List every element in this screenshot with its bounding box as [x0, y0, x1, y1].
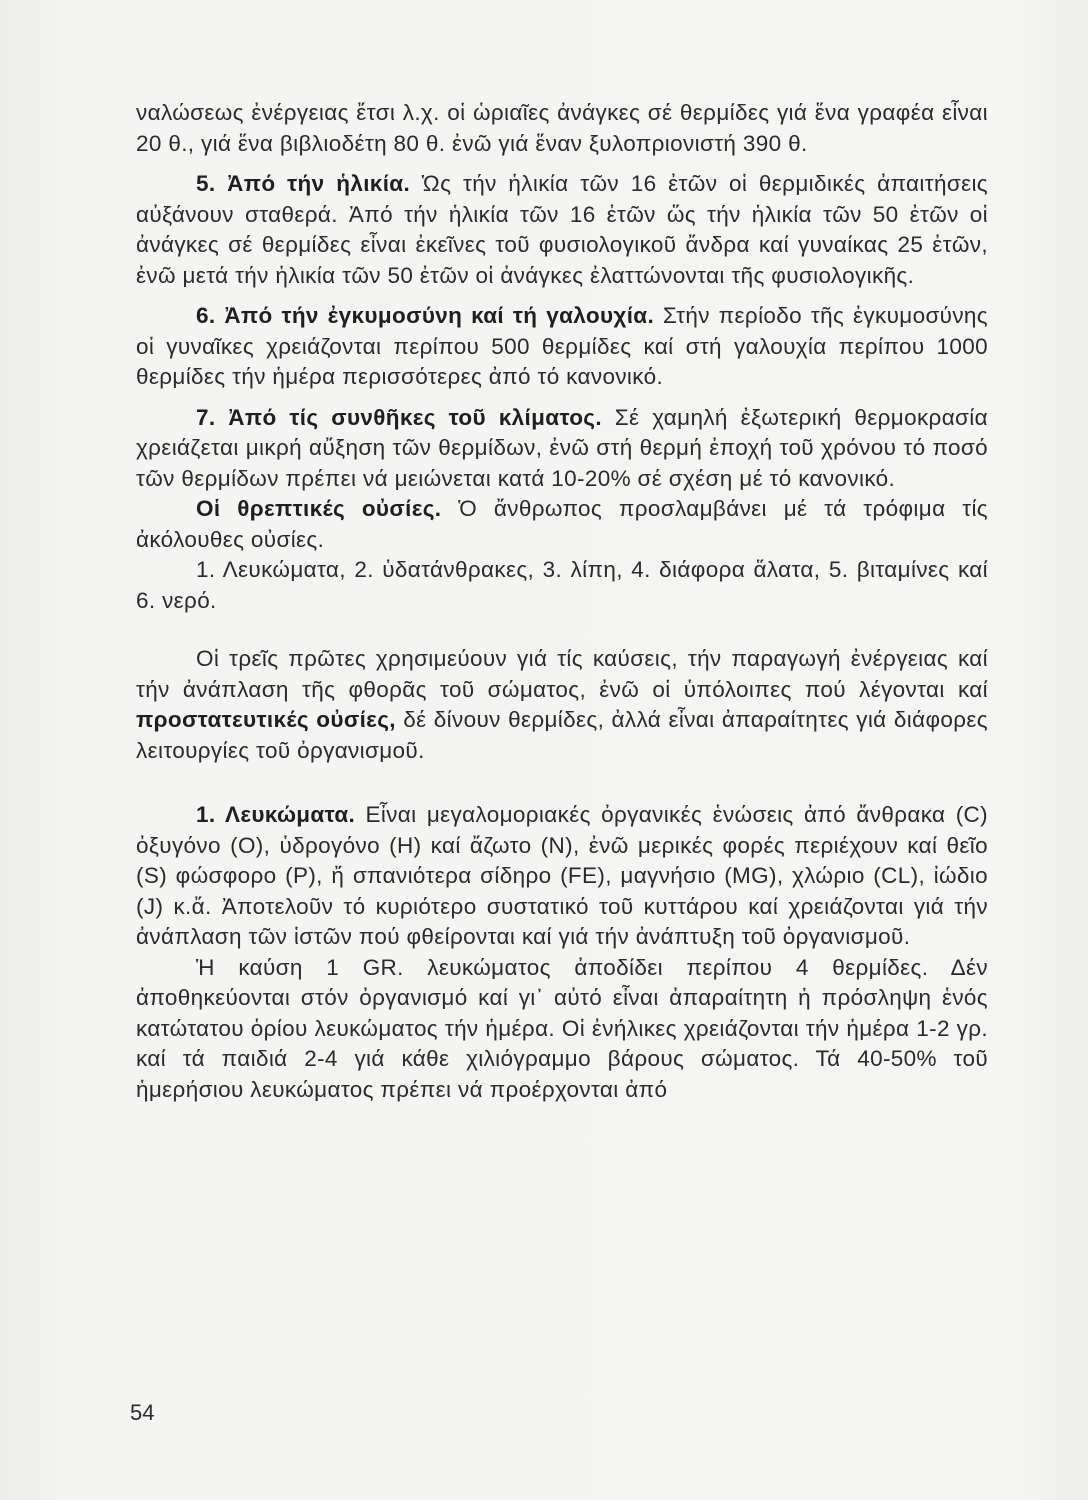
- paragraph-text: ναλώσεως ἐνέργειας ἔτσι λ.χ. οἱ ὡριαῖες ἀνάγκες σέ θερμίδες γιά ἕνα γραφέα εἶναι 20 θ., γιά ἕνα βιβλιοδέτη 80 θ. ἐνῶ γιά ἕναν ξυλοπριονιστή 390 θ.: [136, 100, 988, 156]
- paragraph-intro: [136, 98, 988, 159]
- paragraph-nutrient-list: [136, 555, 988, 616]
- paragraph-text: Σέ χαμηλή ἐξωτερική θερμοκρασία χρειάζεται μικρή αὔξηση τῶν θερμίδων, ἐνῶ στή θερμή ἐποχή τοῦ χρόνου τό ποσό τῶν θερμίδων πρέπει νά μειώνεται κατά 10-20% σέ σχέση μέ τό κανονικό.: [136, 404, 989, 491]
- section-heading: 5. Ἀπό τήν ἡλικία.: [196, 171, 411, 196]
- paragraph-nutrients: [136, 494, 988, 555]
- paragraph-age: [136, 169, 988, 291]
- paragraph-text: Στήν περίοδο τῆς ἐγκυμοσύνης οἱ γυναῖκες χρειάζονται περίπου 500 θερμίδες καί στή γαλουχία περίπου 1000 θερμίδες τήν ἡμέρα περισσότερες ἀπό τό κανονικό.: [136, 303, 988, 389]
- paragraph-protective: [136, 644, 988, 766]
- section-heading: 1. Λευκώματα.: [196, 802, 356, 827]
- paragraph-climate: [136, 403, 988, 495]
- page-number: 54: [130, 1400, 155, 1425]
- section-heading: Οἱ θρεπτικές οὐσίες.: [196, 496, 442, 521]
- paragraph-text: Ἡ καύση 1 GR. λευκώματος ἀποδίδει περίπου 4 θερμίδες. Δέν ἀποθηκεύονται στόν ὀργανισμό καί γι᾽ αὐτό εἶναι ἀπαραίτητη ἡ πρόσληψη ἑνός κατώτατου ὁρίου λευκώματος τήν ἡμέρα. Οἱ ἐνήλικες χρειάζονται τήν ἡμέρα 1-2 γρ. καί τά παιδιά 2-4 γιά κάθε χιλιόγραμμο βάρους σώματος. Τά 40-50% τοῦ ἡμερήσιου λευκώματος πρέπει νά προέρχονται ἀπό: [136, 954, 988, 1102]
- paragraph-text: δέ δίνουν θερμίδες, ἀλλά εἶναι ἀπαραίτητες γιά διάφορες λειτουργίες τοῦ ὀργανισμοῦ.: [136, 707, 988, 763]
- body-text: [136, 98, 988, 1105]
- paragraph-text: Ὡς τήν ἡλικία τῶν 16 ἐτῶν οἱ θερμιδικές ἀπαιτήσεις αὐξάνουν σταθερά. Ἀπό τήν ἡλικία τῶν 16 ἐτῶν ὥς τήν ἡλικία τῶν 50 ἐτῶν οἱ ἀνάγκες σέ θερμίδες εἶναι ἐκεῖνες τοῦ φυσιολογικοῦ ἄνδρα καί γυναίκας 25 ἐτῶν, ἐνῶ μετά τήν ἡλικία τῶν 50 ἐτῶν οἱ ἀνάγκες ἐλαττώνονται τῆς φυσιολογικῆς.: [136, 171, 988, 288]
- paragraph-text: Οἱ τρεῖς πρῶτες χρησιμεύουν γιά τίς καύσεις, τήν παραγωγή ἐνέργειας καί τήν ἀνάπλαση τῆς φθορᾶς τοῦ σώματος, ἐνῶ οἱ ὑπόλοιπες πού λέγονται καί: [136, 646, 988, 702]
- paragraph-text: Ὁ ἄνθρωπος προσλαμβάνει μέ τά τρόφιμα τίς ἀκόλουθες οὐσίες.: [136, 496, 988, 552]
- paragraph-text: 1. Λευκώματα, 2. ὑδατάνθρακες, 3. λίπη, 4. διάφορα ἅλατα, 5. βιταμίνες καί 6. νερό.: [136, 557, 988, 613]
- paragraph-proteins: [136, 800, 988, 953]
- section-heading: 6. Ἀπό τήν ἐγκυμοσύνη καί τή γαλουχία.: [196, 303, 655, 328]
- section-heading: 7. Ἀπό τίς συνθῆκες τοῦ κλίματος.: [196, 404, 602, 430]
- emphasis-term: προστατευτικές οὐσίες,: [136, 707, 396, 732]
- paragraph-protein-calories: [136, 953, 988, 1106]
- paragraph-pregnancy: [136, 301, 988, 393]
- paragraph-text: Εἶναι μεγαλομοριακές ὀργανικές ἑνώσεις ἀπό ἄνθρακα (C) ὀξυγόνο (O), ὑδρογόνο (H) καί ἄζωτο (N), ἐνῶ μερικές φορές περιέχουν καί θεῖο (S) φώσφορο (P), ἤ σπανιότερα σίδηρο (FE), μαγνήσιο (MG), χλώριο (CL), ἰώδιο (J) κ.ἄ. Ἀποτελοῦν τό κυριότερο συστατικό τοῦ κυττάρου καί χρειάζονται γιά τήν ἀνάπλαση τῶν ἱστῶν πού φθείρονται καί γιά τήν ἀνάπτυξη τοῦ ὀργανισμοῦ.: [136, 802, 988, 949]
